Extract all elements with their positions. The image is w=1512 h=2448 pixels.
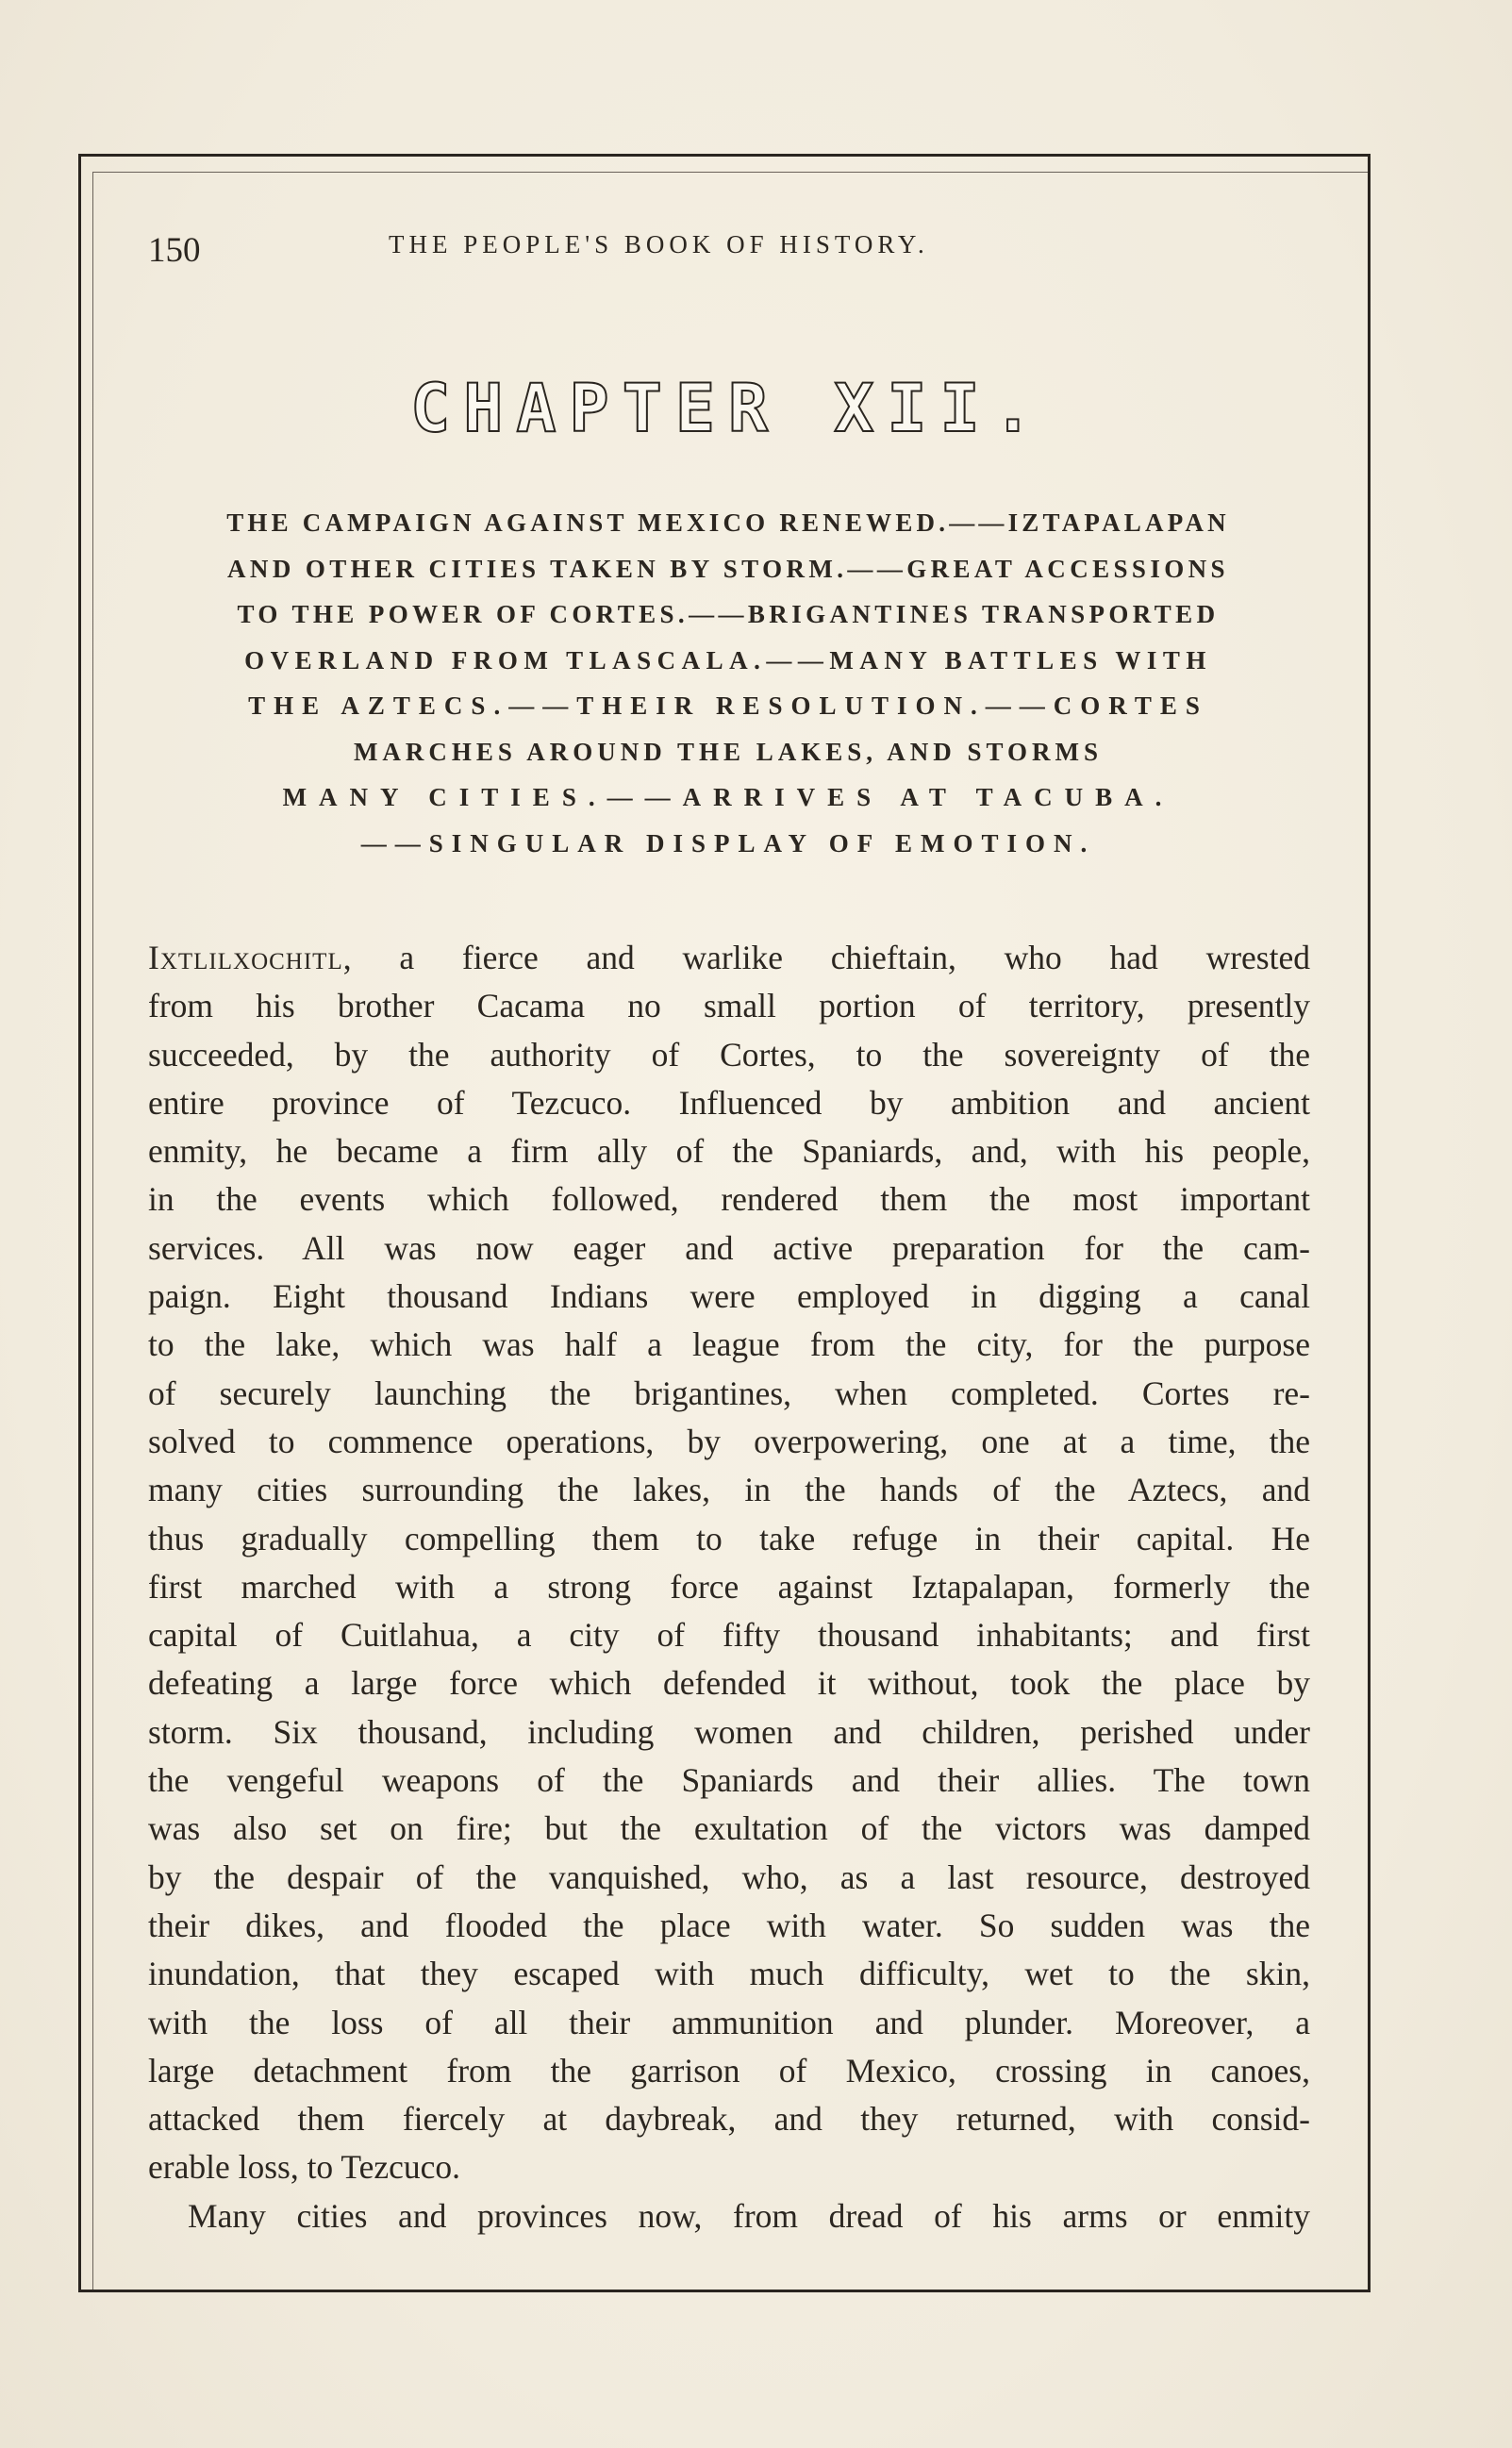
body-line-rest: , a fierce and warlike chieftain, who had wrested — [342, 939, 1310, 976]
body-line: defeating a large force which defended it without, took the place by — [148, 1664, 1310, 1703]
body-line: enmity, he became a firm ally of the Spaniards, and, with his people, — [148, 1132, 1310, 1171]
summary-line: THE CAMPAIGN AGAINST MEXICO RENEWED.——IZTAPALAPAN — [226, 508, 1230, 537]
body-line: was also set on fire; but the exultation of the victors was damped — [148, 1809, 1310, 1848]
body-line: storm. Six thousand, including women and children, perished under — [148, 1712, 1310, 1751]
body-line: first marched with a strong force against Iztapalapan, formerly the — [148, 1567, 1310, 1606]
body-line: services. All was now eager and active preparation for the cam- — [148, 1228, 1310, 1267]
summary-line: AND OTHER CITIES TAKEN BY STORM.——GREAT ACCESSIONS — [227, 554, 1229, 583]
body-line: many cities surrounding the lakes, in the hands of the Aztecs, and — [148, 1471, 1310, 1509]
body-line: in the events which followed, rendered them the most important — [148, 1180, 1310, 1219]
body-line: large detachment from the garrison of Mexico, crossing in canoes, — [148, 2051, 1310, 2090]
body-line: entire province of Tezcuco. Influenced by ambition and ancient — [148, 1083, 1310, 1122]
body-line: their dikes, and flooded the place with water. So sudden was the — [148, 1906, 1310, 1944]
body-line: solved to commence operations, by overpowering, one at a time, the — [148, 1422, 1310, 1460]
running-title: THE PEOPLE'S BOOK OF HISTORY. — [389, 230, 929, 258]
body-line: thus gradually compelling them to take refuge in their capital. He — [148, 1519, 1310, 1557]
body-line: attacked them fiercely at daybreak, and they returned, with consid- — [148, 2100, 1310, 2139]
body-line: to the lake, which was half a league from the city, for the purpose — [148, 1325, 1310, 1364]
summary-line: MANY CITIES.——ARRIVES AT TACUBA. — [282, 783, 1174, 811]
body-line: paign. Eight thousand Indians were employed in digging a canal — [148, 1277, 1310, 1316]
body-line: from his brother Cacama no small portion of territory, presently — [148, 987, 1310, 1025]
summary-line: MARCHES AROUND THE LAKES, AND STORMS — [353, 737, 1104, 766]
drop-word: Ixtlilxochitl — [148, 939, 343, 976]
body-text — [148, 934, 1310, 2240]
summary-line: ——SINGULAR DISPLAY OF EMOTION. — [360, 828, 1096, 858]
body-line: erable loss, to Tezcuco. — [148, 2148, 461, 2187]
body-line: inundation, that they escaped with much difficulty, wet to the skin, — [148, 1955, 1310, 1993]
chapter-title: CHAPTER XII. — [410, 370, 1046, 447]
body-line: capital of Cuitlahua, a city of fifty thousand inhabitants; and first — [148, 1616, 1310, 1655]
summary-line: THE AZTECS.——THEIR RESOLUTION.——CORTES — [248, 691, 1208, 720]
body-line: the vengeful weapons of the Spaniards and their allies. The town — [148, 1761, 1310, 1800]
page-number: 150 — [148, 231, 201, 270]
summary-line: OVERLAND FROM TLASCALA.——MANY BATTLES WITH — [244, 645, 1212, 674]
body-line — [148, 934, 1310, 982]
summary-line: TO THE POWER OF CORTES.——BRIGANTINES TRANSPORTED — [237, 600, 1220, 628]
chapter-summary — [148, 500, 1308, 866]
body-line: by the despair of the vanquished, who, as a last resource, destroyed — [148, 1857, 1310, 1896]
body-line: with the loss of all their ammunition and plunder. Moreover, a — [148, 2003, 1310, 2041]
running-head — [148, 226, 1308, 274]
body-line: of securely launching the brigantines, when completed. Cortes re- — [148, 1374, 1310, 1412]
body-line: Many cities and provinces now, from dread of his arms or enmity — [188, 2196, 1310, 2235]
body-line: succeeded, by the authority of Cortes, to the sovereignty of the — [148, 1035, 1310, 1074]
